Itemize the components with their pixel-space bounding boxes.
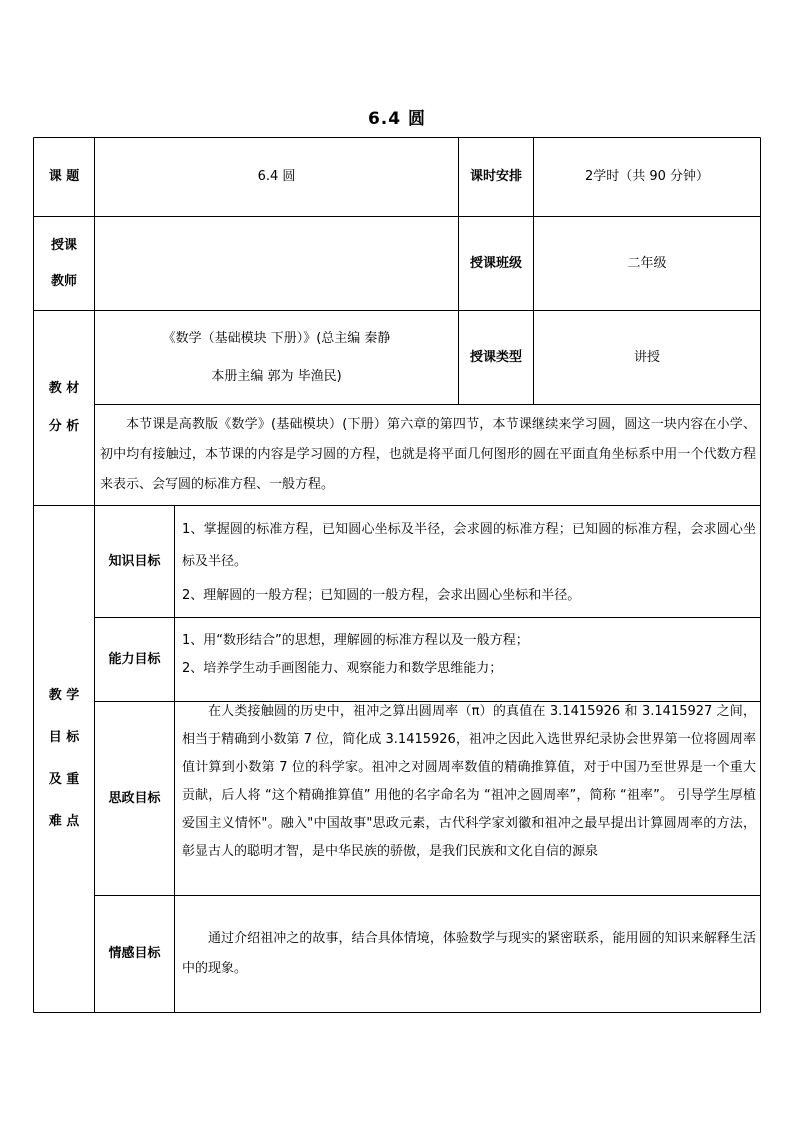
schedule-value: 2学时（共 90 分钟）: [584, 169, 710, 184]
emotion-goal-text: 通过介绍祖冲之的故事，结合具体情境，体验数学与现实的紧密联系，能用圆的知识来解释生活中的现象。: [182, 931, 756, 976]
textbook-line1: 《数学（基础模块 下册）》(总主编 秦静: [162, 330, 391, 346]
material-analysis-text: 本节课是高教版《数学》(基础模块）(下册）第六章的第四节，本节课继续来学习圆，圆这一块内容在小学、初中均有接触过，本节课的内容是学习圆的方程，也就是将平面几何图形的圆在平面直角坐标系中用一个代数方程来表示、会写圆的标准方程、一般方程。: [100, 417, 756, 492]
teacher-label-line1: 授课: [50, 237, 77, 253]
knowledge-goal-label: 知识目标: [108, 553, 161, 569]
material-analysis-label-line1: 教 材: [48, 381, 80, 396]
material-analysis-label: [34, 311, 94, 505]
page-title: 6.4 圆: [367, 109, 427, 129]
knowledge-goal-line2: 2、理解圆的一般方程；已知圆的一般方程，会求出圆心坐标和半径。: [182, 588, 581, 603]
ability-goal-label: 能力目标: [108, 651, 161, 667]
goals-label-line3: 及 重: [48, 772, 80, 787]
goals-label-line1: 教 学: [48, 688, 80, 703]
class-value: 二年级: [627, 255, 667, 271]
ability-goal-content: [182, 627, 756, 683]
teacher-label-line2: 教师: [50, 273, 77, 289]
schedule-label: 课时安排: [469, 169, 522, 184]
textbook-info: [95, 311, 458, 404]
ability-goal-line2: 2、培养学生动手画图能力、观察能力和数学思维能力；: [182, 661, 503, 676]
lesson-type-value: 讲授: [633, 349, 660, 365]
emotion-goal-label: 情感目标: [108, 946, 161, 961]
ability-goal-line1: 1、用“数形结合”的思想，理解圆的标准方程以及一般方程；: [182, 633, 529, 648]
course-title-value: 6.4 圆: [257, 169, 296, 184]
goals-label-line2: 目 标: [48, 730, 80, 745]
ideology-goal-text: 在人类接触圆的历史中，祖冲之算出圆周率（π）的真值在 3.1415926 和 3.1415927 之间，相当于精确到小数第 7 位，简化成 3.1415926，祖冲之因此入选世界纪录协会世界第一位将圆周率值计算到小数第 7 位的科学家。祖冲之对圆周率数值的精确推算值，对于中国乃至世界是一个重大贡献，后人将 “这个精确推算值” 用他的名字命名为 “祖冲之圆周率”，简称 “祖率”。 引导学生厚植爱国主义情怀"。融入"中国故事"思政元素，古代科学家刘徽和祖冲之最早提出计算圆周率的方法，彰显古人的聪明才智，是中华民族的骄傲，是我们民族和文化自信的源泉: [182, 704, 756, 859]
lesson-type-label: 授课类型: [469, 349, 522, 365]
teacher-label: [34, 217, 94, 310]
goals-label: [34, 506, 94, 1012]
material-analysis-label-line2: 分 析: [48, 419, 80, 434]
class-label: 授课班级: [469, 255, 522, 271]
goals-label-line4: 难 点: [48, 814, 80, 829]
knowledge-goal-content: [182, 514, 756, 612]
ideology-goal-label: 思政目标: [108, 790, 161, 806]
teacher-value: [95, 217, 458, 310]
knowledge-goal-line1: 1、掌握圆的标准方程，已知圆心坐标及半径，会求圆的标准方程；已知圆的标准方程，会求圆心坐标及半径。: [182, 522, 756, 569]
textbook-line2: 本册主编 郭为 毕渔民): [211, 368, 342, 384]
course-title-label: 课 题: [48, 169, 80, 184]
